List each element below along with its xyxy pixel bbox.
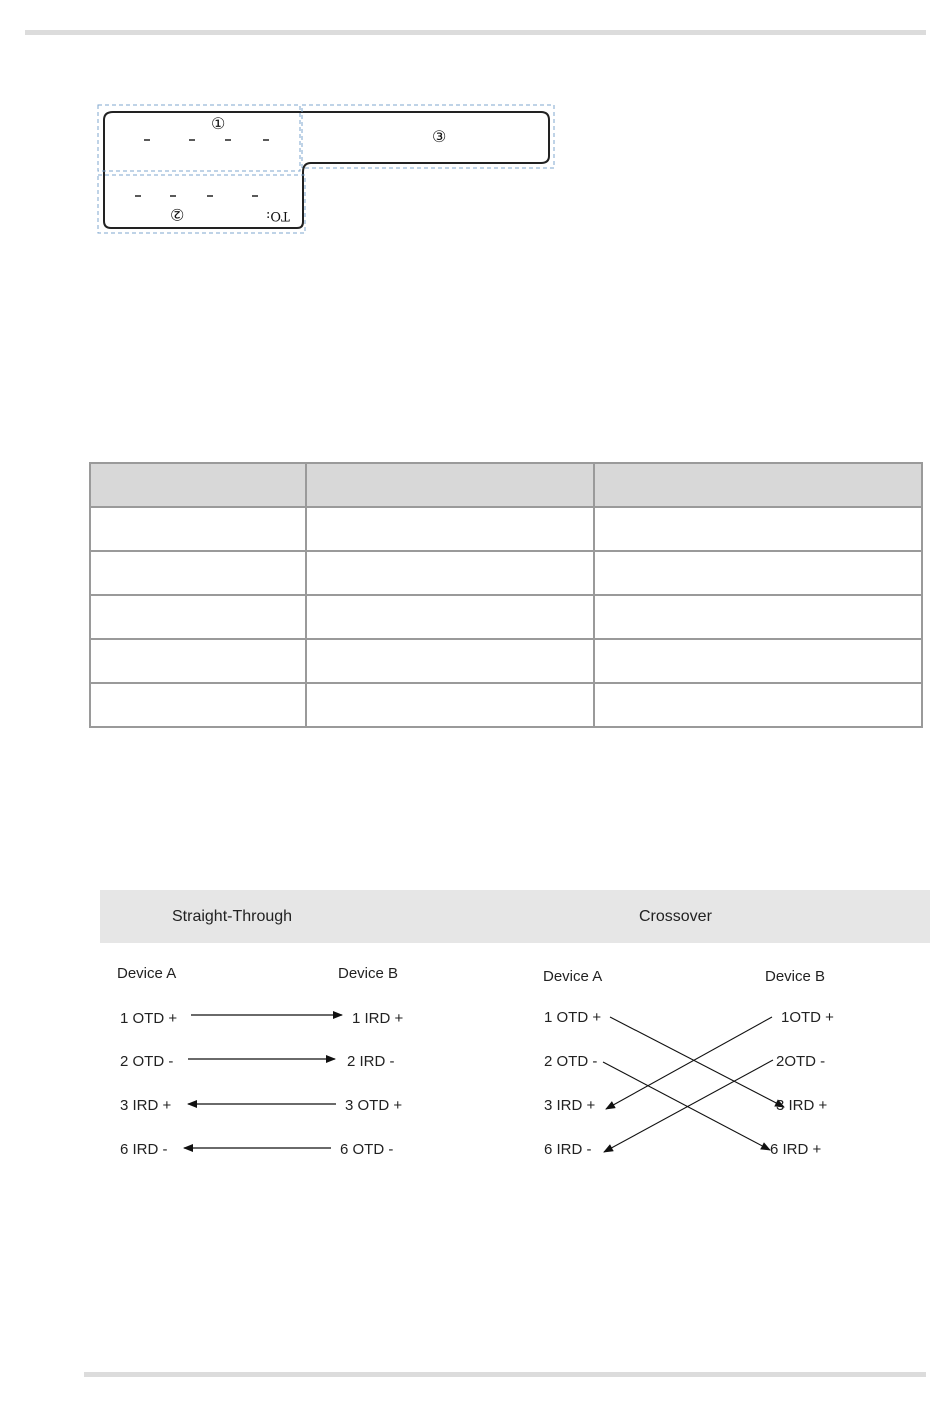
table-row (90, 683, 922, 727)
table-cell (306, 683, 594, 727)
bottom-rule (84, 1372, 926, 1377)
table-cell (90, 683, 306, 727)
straight-through-title: Straight-Through (172, 908, 293, 925)
crossover-device-a: Device A (543, 968, 603, 985)
straight-device-b: Device B (338, 965, 399, 982)
wiring-lines (100, 890, 930, 1190)
table-cell (594, 595, 922, 639)
straight-right-pin: 6 OTD - (340, 1141, 394, 1158)
table-cell (594, 683, 922, 727)
straight-left-pin: 2 OTD - (120, 1053, 174, 1070)
table-header-cell (90, 463, 306, 507)
table-cell (90, 595, 306, 639)
crossover-right-pin: 2OTD - (776, 1053, 826, 1070)
crossover-device-b: Device B (765, 968, 826, 985)
table-cell (306, 595, 594, 639)
table-cell (594, 639, 922, 683)
table-cell (594, 507, 922, 551)
crossover-left-pin: 2 OTD - (544, 1053, 598, 1070)
wiring-diagram (100, 890, 930, 1190)
label-outline (95, 100, 565, 240)
straight-left-pin: 6 IRD - (120, 1141, 168, 1158)
table-header-row (90, 463, 922, 507)
region-marker-1: ① (211, 114, 226, 133)
table-cell (306, 551, 594, 595)
crossover-left-pin: 3 IRD + (544, 1097, 596, 1114)
table-cell (90, 639, 306, 683)
cable-label-diagram (95, 100, 565, 240)
top-rule (25, 30, 926, 35)
straight-right-pin: 3 OTD + (345, 1097, 403, 1114)
table-header-cell (594, 463, 922, 507)
pin-table (89, 462, 923, 728)
table-cell (306, 507, 594, 551)
table-row (90, 507, 922, 551)
table-header-cell (306, 463, 594, 507)
table-row (90, 595, 922, 639)
table-row (90, 639, 922, 683)
table-cell (90, 551, 306, 595)
crossover-right-pin: 1OTD + (781, 1009, 834, 1026)
crossover-left-pin: 6 IRD - (544, 1141, 592, 1158)
straight-right-pin: 2 IRD - (347, 1053, 395, 1070)
straight-device-a: Device A (117, 965, 177, 982)
region-marker-3: ③ (432, 127, 447, 146)
table-cell (90, 507, 306, 551)
straight-left-pin: 1 OTD + (120, 1010, 178, 1027)
crossover-right-pin: 6 IRD + (770, 1141, 822, 1158)
crossover-right-pin: 3 IRD + (776, 1097, 828, 1114)
straight-left-pin: 3 IRD + (120, 1097, 172, 1114)
table-row (90, 551, 922, 595)
crossover-left-pin: 1 OTD + (544, 1009, 602, 1026)
region-marker-2: ② (170, 205, 185, 224)
crossover-title: Crossover (639, 908, 712, 925)
table-cell (306, 639, 594, 683)
table-cell (594, 551, 922, 595)
mirrored-to-text: TO: (266, 208, 290, 223)
straight-right-pin: 1 IRD + (352, 1010, 404, 1027)
